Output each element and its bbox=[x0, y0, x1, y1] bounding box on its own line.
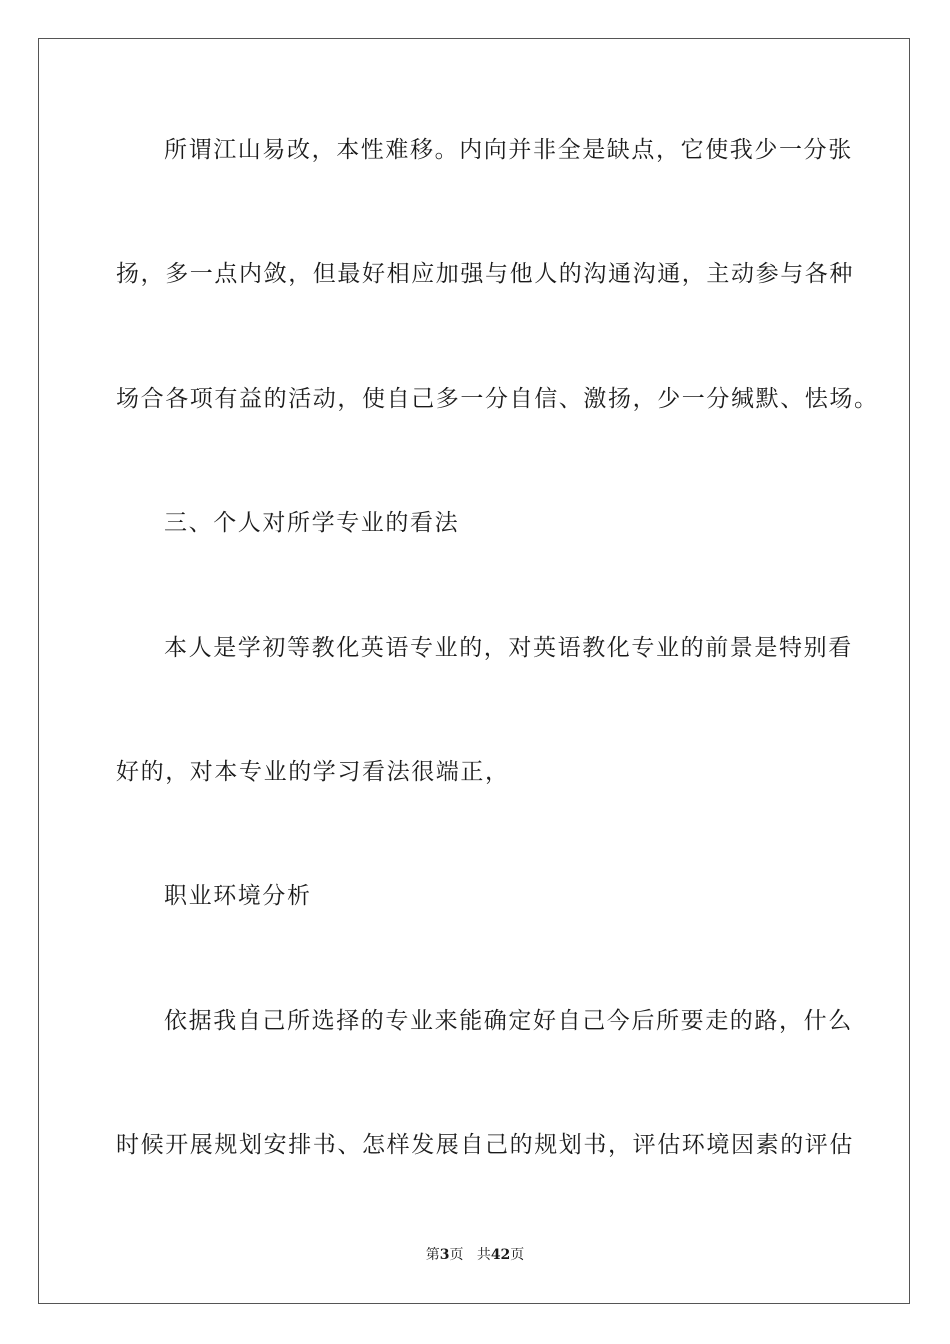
paragraph-line-1: 所谓江山易改，本性难移。内向并非全是缺点，它使我少一分张 bbox=[164, 137, 853, 163]
paragraph-line-4: 本人是学初等教化英语专业的，对英语教化专业的前景是特别看 bbox=[164, 635, 853, 661]
page-number: 3 bbox=[439, 1247, 450, 1263]
page-suffix: 页 bbox=[449, 1247, 464, 1263]
page-border bbox=[38, 38, 910, 1304]
total-prefix: 共 bbox=[476, 1247, 491, 1263]
page-footer bbox=[0, 1246, 950, 1264]
paragraph-line-3: 场合各项有益的活动，使自己多一分自信、激扬，少一分缄默、怯场。 bbox=[116, 386, 879, 412]
total-suffix: 页 bbox=[510, 1247, 525, 1263]
page-prefix: 第 bbox=[425, 1247, 440, 1263]
subsection-heading: 职业环境分析 bbox=[164, 883, 312, 909]
section-heading: 三、个人对所学专业的看法 bbox=[164, 510, 460, 536]
paragraph-line-7: 时候开展规划安排书、怎样发展自己的规划书，评估环境因素的评估 bbox=[116, 1132, 854, 1158]
total-pages: 42 bbox=[490, 1247, 511, 1263]
paragraph-line-2: 扬，多一点内敛，但最好相应加强与他人的沟通沟通，主动参与各种 bbox=[116, 261, 854, 287]
paragraph-line-6: 依据我自己所选择的专业来能确定好自己今后所要走的路，什么 bbox=[164, 1008, 853, 1034]
paragraph-line-5: 好的，对本专业的学习看法很端正， bbox=[116, 759, 510, 785]
